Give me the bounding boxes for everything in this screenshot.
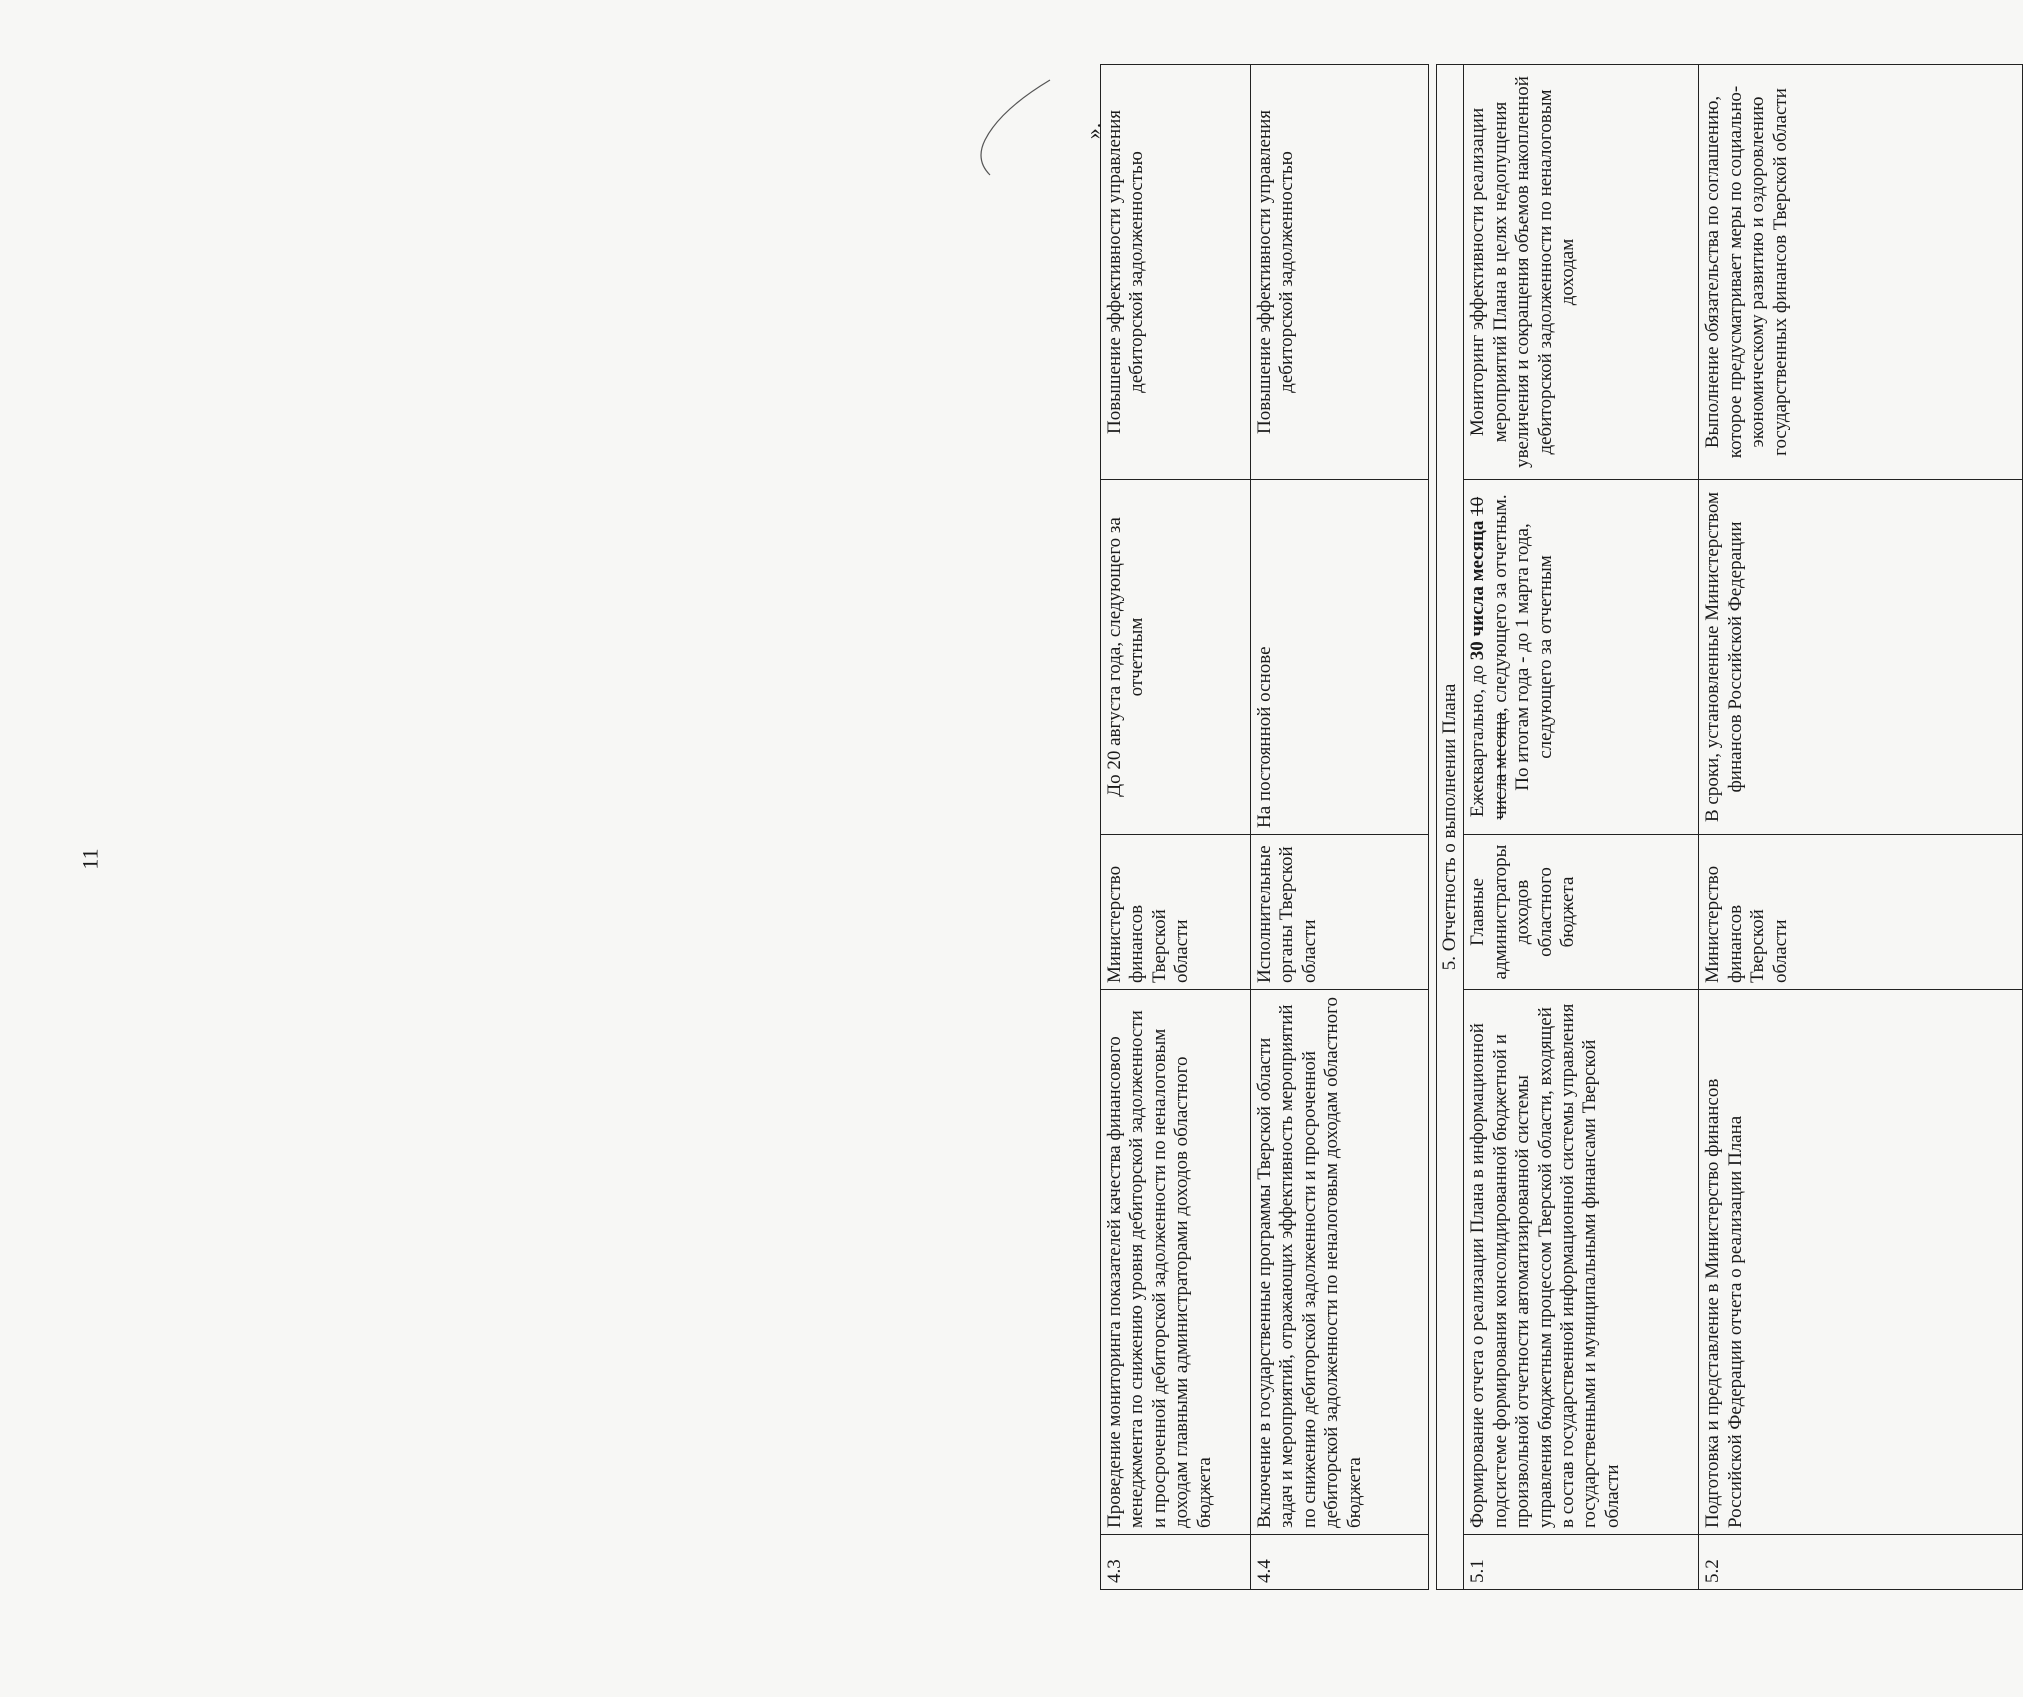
table-row-4-3 <box>1101 65 1251 1590</box>
row-number: 5.1 <box>1464 1535 1699 1590</box>
deadline-text-tail: , следующего за отчетным. По итогам года - до 1 марта года, следующего за отчетным <box>1489 494 1556 791</box>
section-header-row <box>1437 65 1464 1590</box>
pen-stroke-mark <box>0 0 1 1</box>
measure-cell: Формирование отчета о реализации Плана в информационной подсистеме формирования консолидированной бюджетной и произвольной отчетности автоматизированной системы управления бюджетным процессом Тверской области, входящей в состав государственной информационной системы управления государственными и муниципальными финансами Тверской области <box>1464 990 1699 1535</box>
deadline-space <box>1467 516 1488 521</box>
page-number: 11 <box>77 848 103 870</box>
table-row-4-4 <box>1251 65 1429 1590</box>
row-number: 4.3 <box>1101 1535 1251 1590</box>
deadline-text: Ежеквартально, до <box>1467 660 1489 818</box>
measure-cell: Проведение мониторинга показателей качества финансового менеджмента по снижению уровня дебиторской задолженности и просроченной дебиторской задолженности по неналоговым доходам главными администраторами доходов областного бюджета <box>1101 990 1251 1535</box>
closing-quote-mark: ». <box>1080 122 1106 140</box>
table-gap <box>1429 65 1437 1590</box>
deadline-cell: В сроки, установленные Министерством финансов Российской Федерации <box>1699 480 2023 835</box>
executor-cell: Исполнительные органы Тверской области <box>1251 835 1429 990</box>
measure-cell: Включение в государственные программы Тверской области задач и мероприятий, отражающих эффективность мероприятий по снижению дебиторской задолженности и просроченной дебиторской задолженности по неналоговым доходам областного бюджета <box>1251 990 1429 1535</box>
result-cell <box>1251 65 1429 480</box>
executor-cell: Главные администраторы доходов областного бюджета <box>1464 835 1699 990</box>
result-cell: Выполнение обязательства по соглашению, которое предусматривает меры по социально-экономическому развитию и оздоровлению государственных финансов Тверской области <box>1699 65 2023 480</box>
table-row-5-2 <box>1699 65 2023 1590</box>
row-number: 5.2 <box>1699 1535 2023 1590</box>
gap-cell <box>1429 65 1437 1590</box>
executor-cell: Министерство финансов Тверской области <box>1699 835 2023 990</box>
result-cell: Мониторинг эффективности реализации мероприятий Плана в целях недопущения увеличения и сокращения объемов накопленной дебиторской задолженности по неналоговым доходам <box>1464 65 1699 480</box>
deadline-struck-text: 10 числа месяца <box>1467 496 1511 820</box>
section-title: 5. Отчетность о выполнении Плана <box>1437 65 1464 1590</box>
table-row-5-1 <box>1464 65 1699 1590</box>
deadline-cell <box>1464 480 1699 835</box>
rotated-table-wrapper <box>1100 65 2023 1590</box>
deadline-cell: До 20 августа года, следующего за отчетным <box>1101 480 1251 835</box>
row-number: 4.4 <box>1251 1535 1429 1590</box>
executor-cell: Министерство финансов Тверской области <box>1101 835 1251 990</box>
pen-stroke-path <box>981 80 1050 175</box>
deadline-amended-text: 30 числа месяца <box>1467 520 1489 661</box>
deadline-cell: На постоянной основе <box>1251 480 1429 835</box>
measure-cell: Подготовка и представление в Министерство финансов Российской Федерации отчета о реализации Плана <box>1699 990 2023 1535</box>
result-cell: Повышение эффективности управления дебиторской задолженностью <box>1101 65 1251 480</box>
result-text: Повышение эффективности управления дебиторской задолженностью <box>1254 109 1298 435</box>
plan-table <box>1100 64 2023 1590</box>
